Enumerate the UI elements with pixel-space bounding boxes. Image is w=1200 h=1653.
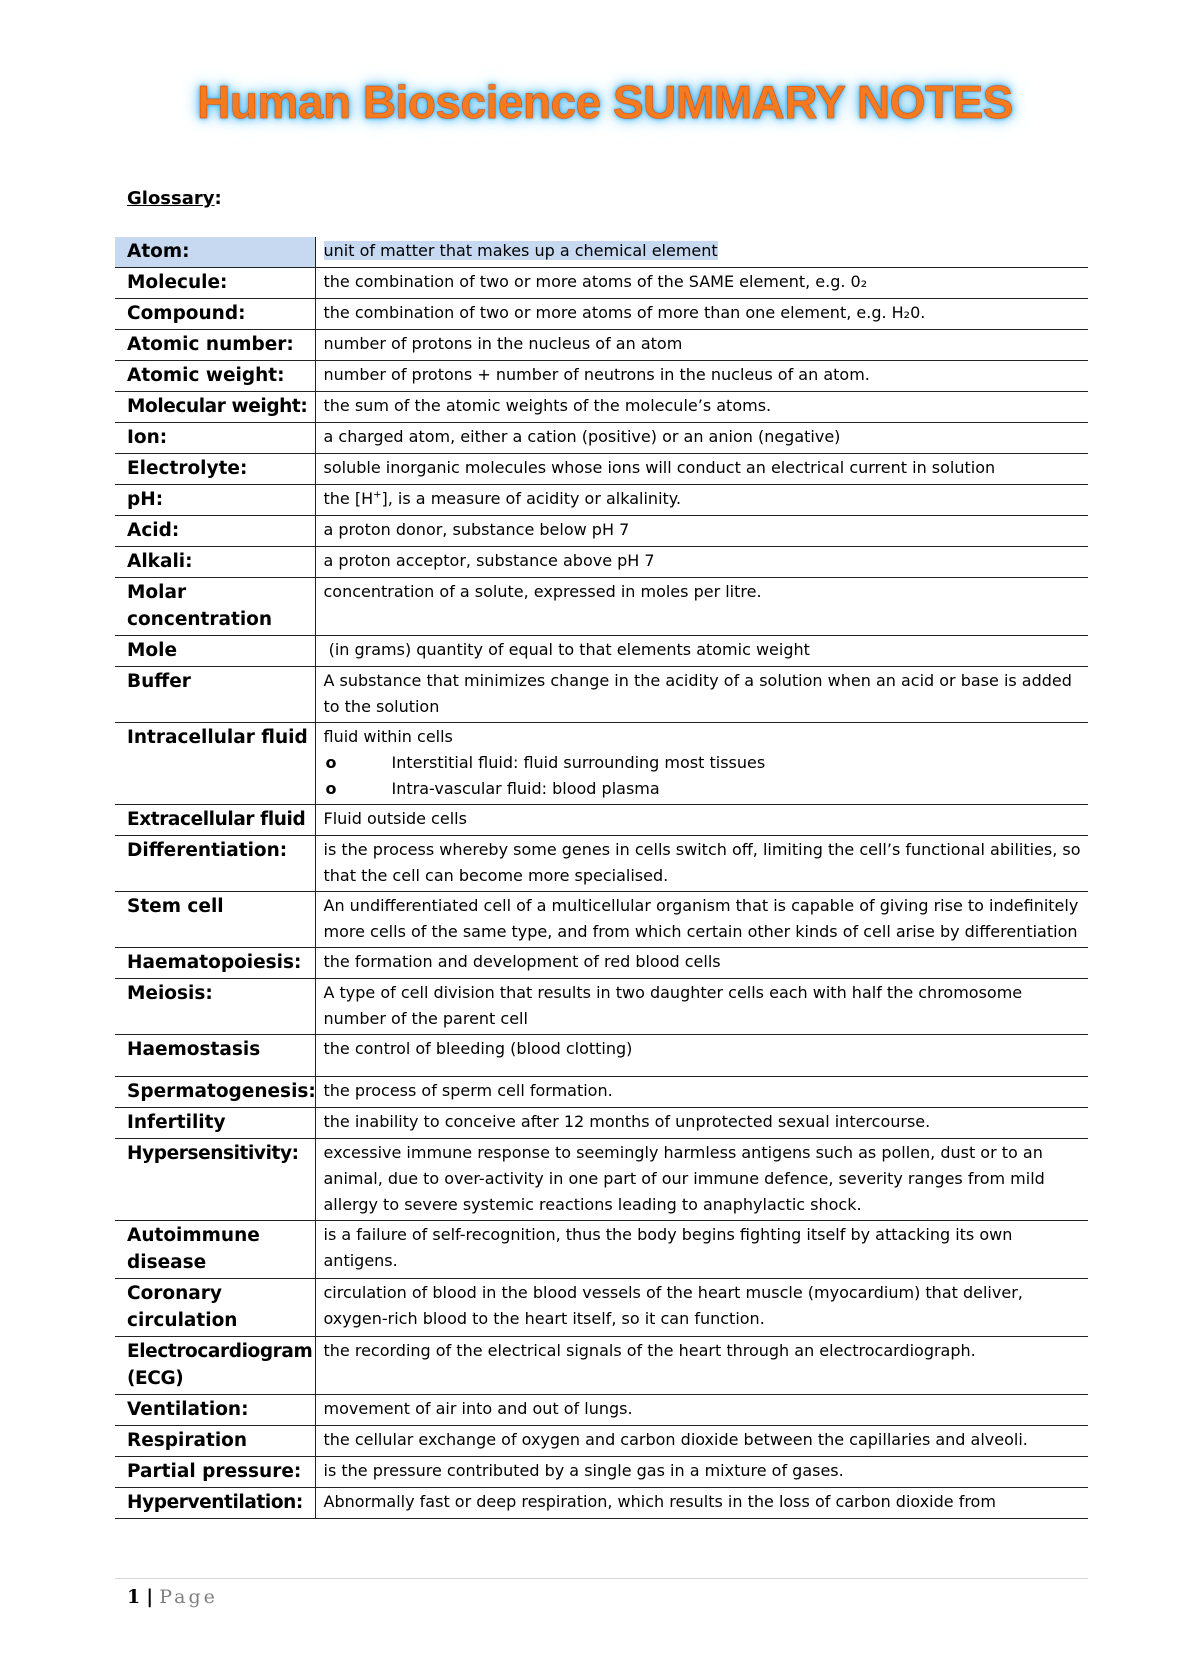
ph-def-pre: the [H [323,489,374,508]
glossary-term: Buffer [115,667,315,723]
glossary-term: Hyperventilation: [115,1488,315,1519]
table-row [115,392,1088,423]
glossary-definition: (in grams) quantity of equal to that elements atomic weight [315,636,1088,667]
table-row [115,1488,1088,1519]
glossary-term: Molecular weight: [115,392,315,423]
glossary-definition: movement of air into and out of lungs. [315,1395,1088,1426]
table-row [115,454,1088,485]
glossary-definition: a proton acceptor, substance above pH 7 [315,547,1088,578]
glossary-term: Mole [115,636,315,667]
glossary-term: Ion: [115,423,315,454]
bullet: o [325,753,337,772]
table-row [115,1108,1088,1139]
page-number: 1 [127,1586,141,1608]
table-row [115,1221,1088,1279]
table-row [115,485,1088,516]
glossary-term: Meiosis: [115,979,315,1035]
glossary-heading-text: Glossary [127,188,215,209]
glossary-term: Extracellular fluid [115,805,315,836]
glossary-term: Stem cell [115,892,315,948]
table-row [115,547,1088,578]
table-row [115,723,1088,805]
glossary-definition: An undifferentiated cell of a multicellular organism that is capable of giving rise to indefinitely more cells of the same type, and from which certain other kinds of cell arise by differentiation [315,892,1088,948]
glossary-definition: A substance that minimizes change in the acidity of a solution when an acid or base is added to the solution [315,667,1088,723]
glossary-term: Autoimmune disease [115,1221,315,1279]
glossary-definition: is the process whereby some genes in cells switch off, limiting the cell’s functional abilities, so that the cell can become more specialised. [315,836,1088,892]
glossary-term: pH: [115,485,315,516]
glossary-term: Acid: [115,516,315,547]
table-row [115,578,1088,636]
glossary-definition: Fluid outside cells [315,805,1088,836]
glossary-term: Electrocardiogram (ECG) [115,1337,315,1395]
glossary-heading [127,188,222,209]
glossary-definition [315,723,1088,805]
list-item [324,776,1083,802]
table-row [115,1337,1088,1395]
table-row [115,1035,1088,1077]
glossary-definition: number of protons in the nucleus of an atom [315,330,1088,361]
glossary-term: Molecule: [115,268,315,299]
glossary-definition: concentration of a solute, expressed in moles per litre. [315,578,1088,636]
glossary-definition: a charged atom, either a cation (positive) or an anion (negative) [315,423,1088,454]
glossary-definition: is a failure of self-recognition, thus the body begins fighting itself by attacking its own antigens. [315,1221,1088,1279]
bullet: o [325,779,337,798]
glossary-term: Haemostasis [115,1035,315,1077]
table-row [115,836,1088,892]
glossary-term: Infertility [115,1108,315,1139]
glossary-term: Coronary circulation [115,1279,315,1337]
glossary-term: Spermatogenesis: [115,1077,315,1108]
table-row [115,423,1088,454]
table-row [115,1139,1088,1221]
glossary-definition: the process of sperm cell formation. [315,1077,1088,1108]
table-row [115,516,1088,547]
glossary-definition: the sum of the atomic weights of the molecule’s atoms. [315,392,1088,423]
glossary-definition: the combination of two or more atoms of more than one element, e.g. H₂0. [315,299,1088,330]
table-row [115,948,1088,979]
table-row [115,268,1088,299]
glossary-definition: a proton donor, substance below pH 7 [315,516,1088,547]
glossary-term: Haematopoiesis: [115,948,315,979]
footer-page-label: Page [159,1586,218,1608]
glossary-definition: the control of bleeding (blood clotting) [315,1035,1088,1077]
table-row [115,1457,1088,1488]
glossary-term: Intracellular fluid [115,723,315,805]
glossary-definition: Abnormally fast or deep respiration, which results in the loss of carbon dioxide from [315,1488,1088,1519]
document-title: Human Bioscience SUMMARY NOTES [197,76,1013,128]
glossary-definition: number of protons + number of neutrons in the nucleus of an atom. [315,361,1088,392]
glossary-term: Alkali: [115,547,315,578]
glossary-term: Atom: [115,237,315,268]
table-row [115,636,1088,667]
glossary-term: Differentiation: [115,836,315,892]
glossary-term: Molar concentration [115,578,315,636]
table-row [115,361,1088,392]
glossary-definition: the inability to conceive after 12 months of unprotected sexual intercourse. [315,1108,1088,1139]
glossary-definition: the cellular exchange of oxygen and carbon dioxide between the capillaries and alveoli. [315,1426,1088,1457]
list-item-text: Interstitial fluid: fluid surrounding most tissues [391,753,766,772]
glossary-definition-text: fluid within cells [323,727,453,746]
table-row [115,1279,1088,1337]
page-footer [127,1586,218,1608]
table-row [115,299,1088,330]
table-row [115,979,1088,1035]
glossary-definition: the formation and development of red blood cells [315,948,1088,979]
glossary-definition: the combination of two or more atoms of the SAME element, e.g. 0₂ [315,268,1088,299]
glossary-term: Atomic weight: [115,361,315,392]
glossary-definition: soluble inorganic molecules whose ions will conduct an electrical current in solution [315,454,1088,485]
table-row [115,1426,1088,1457]
list-item [324,750,1083,776]
sub-list [324,750,1083,802]
glossary-term: Atomic number: [115,330,315,361]
table-row [115,892,1088,948]
glossary-definition-text: unit of matter that makes up a chemical element [323,241,718,260]
glossary-term: Ventilation: [115,1395,315,1426]
glossary-term: Compound: [115,299,315,330]
glossary-term: Respiration [115,1426,315,1457]
footer-separator: | [146,1586,154,1608]
table-row [115,805,1088,836]
glossary-term: Partial pressure: [115,1457,315,1488]
glossary-definition: A type of cell division that results in two daughter cells each with half the chromosome number of the parent cell [315,979,1088,1035]
table-row [115,330,1088,361]
glossary-definition: excessive immune response to seemingly harmless antigens such as pollen, dust or to an animal, due to over-activity in one part of our immune defence, severity ranges from mild allergy to severe systemic reactions leading to anaphylactic shock. [315,1139,1088,1221]
glossary-table [115,237,1088,1519]
glossary-term: Electrolyte: [115,454,315,485]
table-row [115,237,1088,268]
table-row [115,1077,1088,1108]
glossary-definition [315,485,1088,516]
glossary-definition: is the pressure contributed by a single gas in a mixture of gases. [315,1457,1088,1488]
glossary-definition: circulation of blood in the blood vessels of the heart muscle (myocardium) that deliver, oxygen-rich blood to the heart itself, so it can function. [315,1279,1088,1337]
table-row [115,1395,1088,1426]
ph-def-post: ], is a measure of acidity or alkalinity. [381,489,682,508]
ph-def-sup: + [373,489,382,501]
list-item-text: Intra-vascular fluid: blood plasma [391,779,660,798]
glossary-term: Hypersensitivity: [115,1139,315,1221]
table-row [115,667,1088,723]
glossary-definition: the recording of the electrical signals of the heart through an electrocardiograph. [315,1337,1088,1395]
glossary-definition [315,237,1088,268]
footer-divider [115,1578,1088,1579]
glossary-heading-colon: : [214,188,222,209]
